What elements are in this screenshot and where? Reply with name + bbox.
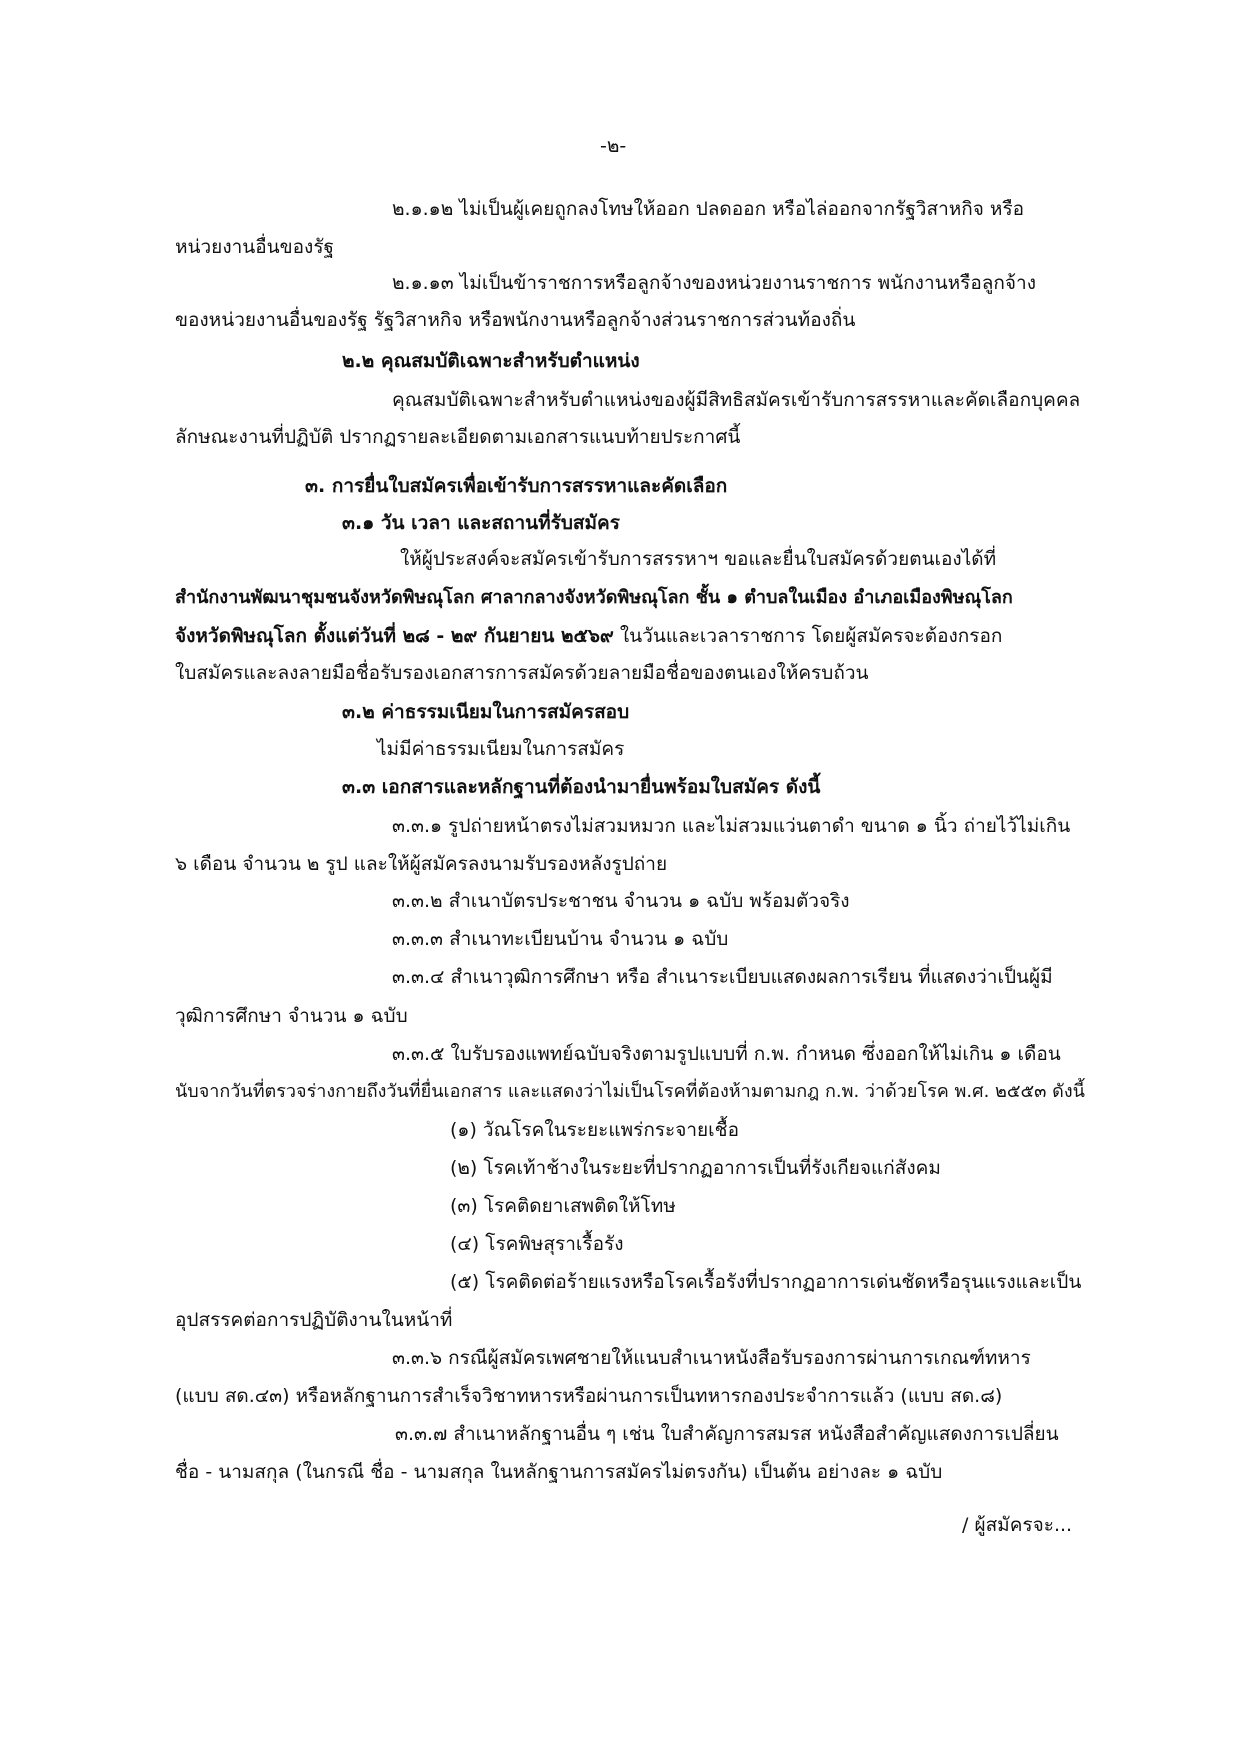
list-item: (๑) วัณโรคในระยะแพร่กระจายเชื้อ bbox=[450, 1119, 739, 1141]
text-line: ใบสมัครและลงลายมือชื่อรับรองเอกสารการสมัครด้วยลายมือชื่อของตนเองให้ครบถ้วน bbox=[175, 662, 869, 684]
text-line-bold: สำนักงานพัฒนาชุมชนจังหวัดพิษณุโลก ศาลากลางจังหวัดพิษณุโลก ชั้น ๑ ตำบลในเมือง อำเภอเมืองพิษณุโลก bbox=[175, 587, 1013, 608]
text-line: คุณสมบัติเฉพาะสำหรับตำแหน่งของผู้มีสิทธิสมัครเข้ารับการสรรหาและคัดเลือกบุคคล bbox=[392, 389, 1081, 411]
text-line: ๓.๓.๔ สำเนาวุฒิการศึกษา หรือ สำเนาระเบียบแสดงผลการเรียน ที่แสดงว่าเป็นผู้มี bbox=[392, 966, 1053, 988]
text-line: วุฒิการศึกษา จำนวน ๑ ฉบับ bbox=[175, 1005, 408, 1027]
section-heading: ๓.๑ วัน เวลา และสถานที่รับสมัคร bbox=[342, 512, 620, 534]
list-item: (๕) โรคติดต่อร้ายแรงหรือโรคเรื้อรังที่ปรากฏอาการเด่นชัดหรือรุนแรงและเป็น bbox=[450, 1271, 1082, 1293]
continuation-note: / ผู้สมัครจะ... bbox=[962, 1514, 1073, 1536]
section-heading: ๓. การยื่นใบสมัครเพื่อเข้ารับการสรรหาและคัดเลือก bbox=[305, 475, 728, 497]
text-line: ๓.๓.๗ สำเนาหลักฐานอื่น ๆ เช่น ใบสำคัญการสมรส หนังสือสำคัญแสดงการเปลี่ยน bbox=[395, 1423, 1059, 1445]
text-line: ไม่มีค่าธรรมเนียมในการสมัคร bbox=[377, 738, 625, 760]
text-line: ของหน่วยงานอื่นของรัฐ รัฐวิสาหกิจ หรือพนักงานหรือลูกจ้างส่วนราชการส่วนท้องถิ่น bbox=[175, 309, 856, 331]
section-heading: ๓.๒ ค่าธรรมเนียมในการสมัครสอบ bbox=[342, 701, 630, 723]
text-line: นับจากวันที่ตรวจร่างกายถึงวันที่ยื่นเอกสาร และแสดงว่าไม่เป็นโรคที่ต้องห้ามตามกฎ ก.พ. ว่าด้วยโรค พ.ศ. ๒๕๕๓ ดังนี้ bbox=[175, 1081, 1085, 1102]
page-number: -๒- bbox=[600, 135, 627, 157]
text-line: ๖ เดือน จำนวน ๒ รูป และให้ผู้สมัครลงนามรับรองหลังรูปถ่าย bbox=[175, 853, 668, 875]
section-heading: ๓.๓ เอกสารและหลักฐานที่ต้องนำมายื่นพร้อมใบสมัคร ดังนี้ bbox=[342, 776, 821, 798]
text-line-mixed bbox=[175, 623, 1002, 649]
text-line: ลักษณะงานที่ปฏิบัติ ปรากฏรายละเอียดตามเอกสารแนบท้ายประกาศนี้ bbox=[175, 426, 741, 448]
text-line: ๓.๓.๒ สำเนาบัตรประชาชน จำนวน ๑ ฉบับ พร้อมตัวจริง bbox=[392, 890, 850, 912]
text-line: ๓.๓.๓ สำเนาทะเบียนบ้าน จำนวน ๑ ฉบับ bbox=[392, 928, 729, 950]
application-dates: จังหวัดพิษณุโลก ตั้งแต่วันที่ ๒๘ - ๒๙ กันยายน ๒๕๖๙ bbox=[175, 625, 614, 647]
text-line: หน่วยงานอื่นของรัฐ bbox=[175, 236, 335, 258]
text-line: ๓.๓.๑ รูปถ่ายหน้าตรงไม่สวมหมวก และไม่สวมแว่นตาดำ ขนาด ๑ นิ้ว ถ่ายไว้ไม่เกิน bbox=[392, 815, 1071, 837]
section-heading: ๒.๒ คุณสมบัติเฉพาะสำหรับตำแหน่ง bbox=[342, 350, 640, 372]
text-line: ๒.๑.๑๓ ไม่เป็นข้าราชการหรือลูกจ้างของหน่วยงานราชการ พนักงานหรือลูกจ้าง bbox=[392, 272, 1036, 294]
list-item: (๔) โรคพิษสุราเรื้อรัง bbox=[450, 1233, 624, 1255]
text-line: อุปสรรคต่อการปฏิบัติงานในหน้าที่ bbox=[175, 1309, 453, 1331]
text-segment: ในวันและเวลาราชการ โดยผู้สมัครจะต้องกรอก bbox=[613, 625, 1003, 647]
text-line: ให้ผู้ประสงค์จะสมัครเข้ารับการสรรหาฯ ขอและยื่นใบสมัครด้วยตนเองได้ที่ bbox=[400, 548, 997, 570]
text-line: ๒.๑.๑๒ ไม่เป็นผู้เคยถูกลงโทษให้ออก ปลดออก หรือไล่ออกจากรัฐวิสาหกิจ หรือ bbox=[392, 198, 1025, 220]
text-line: ชื่อ - นามสกุล (ในกรณี ชื่อ - นามสกุล ในหลักฐานการสมัครไม่ตรงกัน) เป็นต้น อย่างละ ๑ ฉบับ bbox=[175, 1461, 943, 1483]
text-line: (แบบ สด.๔๓) หรือหลักฐานการสำเร็จวิชาทหารหรือผ่านการเป็นทหารกองประจำการแล้ว (แบบ สด.๘) bbox=[175, 1385, 1003, 1407]
text-line: ๓.๓.๖ กรณีผู้สมัครเพศชายให้แนบสำเนาหนังสือรับรองการผ่านการเกณฑ์ทหาร bbox=[392, 1347, 1031, 1369]
list-item: (๓) โรคติดยาเสพติดให้โทษ bbox=[450, 1195, 676, 1217]
text-line: ๓.๓.๕ ใบรับรองแพทย์ฉบับจริงตามรูปแบบที่ ก.พ. กำหนด ซึ่งออกให้ไม่เกิน ๑ เดือน bbox=[392, 1043, 1061, 1065]
list-item: (๒) โรคเท้าช้างในระยะที่ปรากฏอาการเป็นที่รังเกียจแก่สังคม bbox=[450, 1157, 941, 1179]
